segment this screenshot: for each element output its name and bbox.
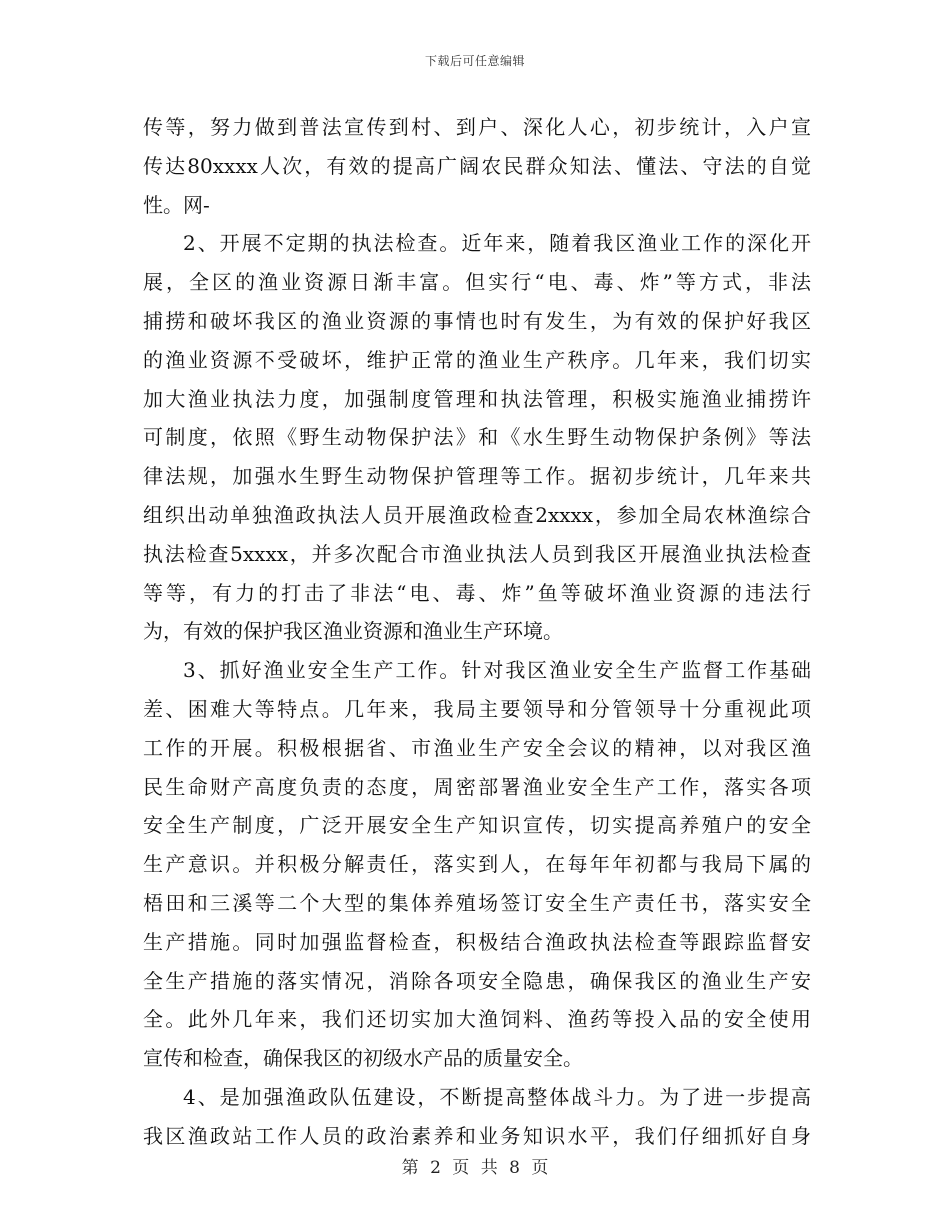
text-line: 等等，有力的打击了非法“电、毒、炸”鱼等破坏渔业资源的违法行 [143,580,811,605]
text-line: 安全生产制度，广泛开展安全生产知识宣传，切实提高养殖户的安全 [143,813,811,838]
text-line: 律法规，加强水生野生动物保护管理等工作。据初步统计，几年来共 [143,464,811,489]
text-line: 全。此外几年来，我们还切实加大渔饲料、渔药等投入品的安全使用 [143,1007,811,1032]
text-line: 性。网- [143,192,210,217]
text-line: 传达80xxxx人次，有效的提高广阔农民群众知法、懂法、守法的自觉 [143,153,811,178]
paragraph-start-line: 4、是加强渔政队伍建设，不断提高整体战斗力。为了进一步提高 [183,1084,811,1109]
text-line: 工作的开展。积极根据省、市渔业生产安全会议的精神，以对我区渔 [143,735,811,760]
page-header: 下载后可任意编辑 [424,54,525,68]
text-line: 我区渔政站工作人员的政治素养和业务知识水平，我们仔细抓好自身 [143,1123,811,1148]
text-line: 生产意识。并积极分解责任，落实到人，在每年年初都与我局下属的 [143,852,811,877]
text-line: 生产措施。同时加强监督检查，积极结合渔政执法检查等跟踪监督安 [143,929,811,954]
text-line: 展，全区的渔业资源日渐丰富。但实行“电、毒、炸”等方式，非法 [143,270,811,295]
document-body [143,108,811,1156]
text-line: 加大渔业执法力度，加强制度管理和执法管理，积极实施渔业捕捞许 [143,386,811,411]
text-line: 民生命财产高度负责的态度，周密部署渔业安全生产工作，落实各项 [143,774,811,799]
text-line: 可制度，依照《野生动物保护法》和《水生野生动物保护条例》等法 [143,425,811,450]
text-line: 执法检查5xxxx，并多次配合市渔业执法人员到我区开展渔业执法检查 [143,541,811,566]
text-line: 捕捞和破坏我区的渔业资源的事情也时有发生，为有效的保护好我区 [143,308,811,333]
page-number: 第 2 页 共 8 页 [401,1158,549,1178]
paragraph-start-line: 2、开展不定期的执法检查。近年来，随着我区渔业工作的深化开 [183,231,811,256]
text-line: 传等，努力做到普法宣传到村、到户、深化人心，初步统计，入户宣 [143,115,811,139]
text-line: 的渔业资源不受破坏，维护正常的渔业生产秩序。几年来，我们切实 [143,347,811,372]
text-line: 宣传和检查，确保我区的初级水产品的质量安全。 [143,1046,583,1071]
text-line: 为，有效的保护我区渔业资源和渔业生产环境。 [143,619,563,644]
text-line: 差、困难大等特点。几年来，我局主要领导和分管领导十分重视此项 [143,696,811,721]
text-line: 全生产措施的落实情况，消除各项安全隐患，确保我区的渔业生产安 [143,968,811,993]
text-line: 组织出动单独渔政执法人员开展渔政检查2xxxx，参加全局农林渔综合 [143,502,811,527]
text-line: 梧田和三溪等二个大型的集体养殖场签订安全生产责任书，落实安全 [143,890,811,915]
paragraph-start-line: 3、抓好渔业安全生产工作。针对我区渔业安全生产监督工作基础 [183,658,811,683]
